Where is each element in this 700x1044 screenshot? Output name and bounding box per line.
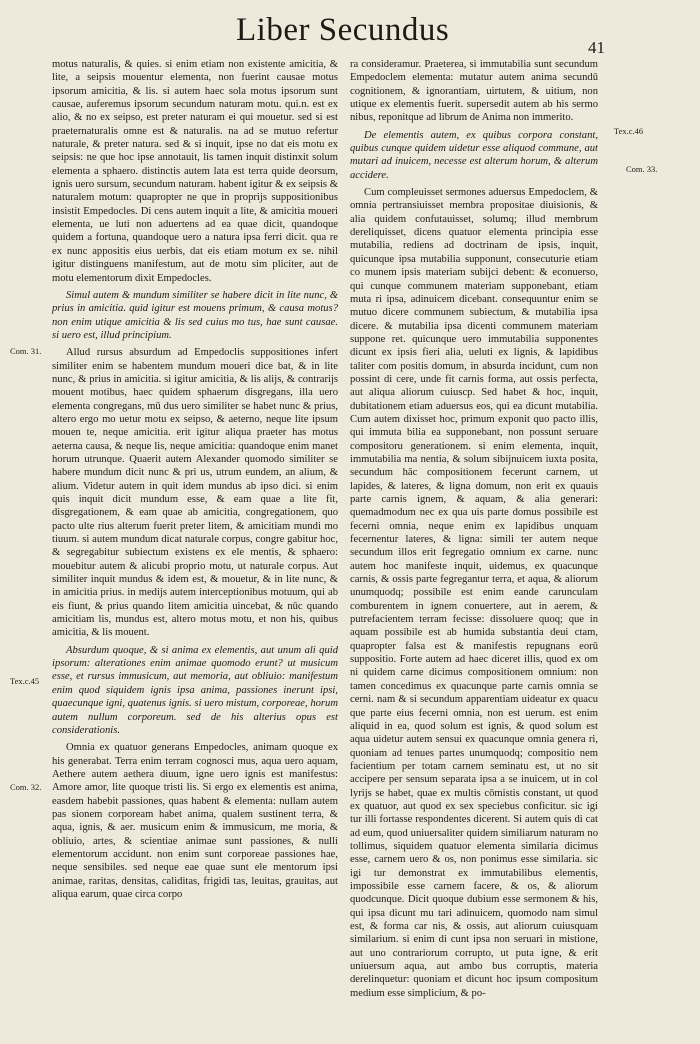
aristotle-text-paragraph: Simul autem & mundum similiter se habere dicit in lite nunc, & prius in amicitia. quid igitur est mouens primum, & causa motus? non enim utique amicitia & lis sed cuius mo tus, hae sunt causae. si uero est, illud principium. [52,289,338,341]
aristotle-text-paragraph: Absurdum quoque, & si anima ex elementis, aut unum ali quid ipsorum: alterationes enim animae quomodo erunt? ut musicum esse, et rursus immusicum, aut memoria, aut obliuio: manifestum enim quod siquidem ignis ipsa anima, passiones inerunt ipsi, quaecunque igni, quatenus ignis. si uero mistum, corporeae, horum autem nullum corporeum. sed de his alterius opus est considerationis. [52,644,338,736]
left-text-column [52,58,338,901]
margin-note: Com. 32. [10,782,42,792]
margin-note: Com. 31. [10,346,42,356]
aristotle-text-paragraph: De elementis autem, ex quibus corpora constant, quibus cunque quidem uidetur esse aliquod commune, aut mutari ad inuicem, necesse est alterum horum, & alterum accidere. [350,129,598,181]
paragraph: Cum compleuisset sermones aduersus Empedoclem, & omnia pertransiuisset membra propositae diuisionis, & alia quidem confutauisset, solumq; illud membrum dereliquisset, dicens quatuor elementa principia esse mutabilia, rediens ad doctrinam de ipsis, inquit, quicunque ipsa mutabilia supponunt, consecuturie etiam co munem ipsis materiam subijci debent: & econuerso, qui cunque communem materiam supponebant, etiam muta ri ipsa, adinuicem dicebant. consequuntur enim se mutuo dicere communem subiectum, & mutabilia ipsa dicere. & mutabilia ipsa dicenti communem materiam suppone ret. quicunque uero immutabilia supponentes dicunt ex ipsis fieri alia, ueluti ex lignis, & lapidibus taliter com positis domum, in absurda incidunt, cum non possint di cere, unde fit carnis forma, aut ossis perfecta, aut aliqua aliorum cuiuscp. Sed habet & hoc, inquit, dubitationem etiam aduersus eos, qui ea dicunt mutabilia. Cum autem dixisset hoc, primum exponit quo pacto illis, qui immuta bilia ea supponebant, non possunt seruare compositoru generationem. si enim elementa, inquit, immutabilia ma nentia, & solum sibijnuicem iuxta posita, secundum hāc compositionem fecerunt carnem, ut lapides, & lateres, & ligna domum, non erit ex quauis parte carnis ignem, & aquam, & alia generari: quemadmodum nec ex qua uis parte domus possibile est fecerni omnia, neque enim ex lapidibus unquam fecernentur lateres, & ligna: simili ter autem neque secundum illos erit fegregatio omnium ex carne. nunc autem hoc manifeste inquit, uidemus, ex quacunque carnis, & ossis parte fegregantur terra, et aqua, & aliorum unumquodq; possibile est enim eande carunculam comburentem in ignem conuertere, aut in aerem, & putrefacientem terram fecisse: dissoluere quoq; que in aquam possibile est ab humida substantia deui ctam, quapropter falsa est & manifestis repugnans eorū suppositio. Forte autem ad haec diceret illis, quod ex om ni quidem carne dicimus compositionem omnium: non tamen concedimus ex quacunque parte carnis omnia se cerni. nam & si secundum apparentiam uideatur ex quacu que parte eius fecerni omnia, non est uerum. est enim aliquid in ea, quod solum est ignis, & quod solum est aqua uidetur autem sensui ex quacunque omnia genera ri, quoniam ad tenues partes unumquodq; compositio nem facientium per totam carnem seminatu est, ut no sit accipere per sensum separata ipsa a se inuicem, ut in col lyrijs se habet, quae ex multis cōmistis constant, ut quod ex quatuor, aut quod ex sex speciebus conficitur. sic igi tur illi fortasse respondentes dicerent. Si autem quis di cat ad eum, quod uniuersaliter quidem similiarum naturam no tollimus, siquidem quatuor elementa similaria dicimus esse, carnem uero & os, non ponimus esse similaria. sic igi tur demonstrat ex immutabilibus elementis, impossibile esse carnem facere, & os, & aliorum quodcunque. Dicit quoque dubium esse sermonem & his, qui ipsa dicunt mu tari adinuicem, quomodo nam simul est, & forma car nis, & ossis, aut aliorum cuiusquam similarium. si enim di cunt ipsa non seruari in mistione, aut uno contrariorum corrupto, ut puta igne, & erit uniuersum aqua, aut ambo bus corruptis, materia derelinquetur: quoniam et dicunt hoc ipsum compositum medium esse simplicium, & po- [350,187,598,999]
margin-note: Com. 33. [626,164,658,174]
paragraph: Omnia ex quatuor generans Empedocles, animam quoque ex his generabat. Terra enim terram cognosci mus, aqua uero aquam, Aethere autem aethera diuum, igne uero ignis est manifestus: Amore amor, lite quoque tristi lis. Si ergo ex elementis est anima, easdem habebit passiones, quas habent & elementa: nullam autem pas sionem corpoream habet anima, qualem sustinent terra, & aqua, ignis, & aer. musicum enim & immusicum, me moria, & obliuio, artes, & scientiae animae sunt passiones, & nulli elementorum accidunt. non enim sunt corporeae passiones hae, neque sensibiles. sed neque eae quae sunt ele mentorum ipsi animae, raritas, densitas, caliditas, frigidi tas, leuitas, grauitas, aut aliqua earum, quae circa corpo [52,742,338,900]
margin-note: Tex.c.46 [614,126,644,136]
paragraph: motus naturalis, & quies. si enim etiam non existente amicitia, & lite, a seipsis mouentur elementa, non fuerint causae motus ipsorum amicitia, & lis. si autem haec sola motus ipsorum sunt causae, auferemus ipsorum secundum naturam motu. qui.n. est ex alio, & no ex seipso, est preter naturam ei qui mouetur. sed si est praeternaturalis omne est & naturalis. na ad se mutuo refertur naturale, & preter natura. sed & si inquit, ipse no dat eis motu ex seipsis: ne que hoc ipse annotauit, lis tamen inquit distinxit solum elementa a sphaero. distinctis autem lata est terra quide deorsum, ignis uero sursum, secundum naturam. habent igitur & ex seipsis & naturalem motum: quapropter ne que in proprijs suppositionibus insistit Empedocles. Di cens autem inquit a lite, & amicitia moueri elementa, ue luti non aduertens ad ea quae dicit, quandoque quidem a fortuna, quandoque uero a natura ipsa ferri dicit. qua re ex nunc appositis eius uerbis, dat eis etiam motum ex se. nihil igitur distinguens manifestum, aut de motu sim pliciter, aut de motu elementorum dixit Empedocles. [52,59,338,284]
right-text-column [350,58,598,1000]
paragraph: Allud rursus absurdum ad Empedoclis suppositiones infert similiter enim se habentem mundum moueri dice bat, & in lite nunc, & prius in amicitia. si igitur amicitia, & lis alijs, & contrarijs mouent motibus, haec quidem sphaerum disgregans, illa uero elementa congregans, mū dus uero similiter se habet nunc & prius, altero ergo mo uetur motu ex seipso, & aeterno, neque lite ipsum mouen te, neque amicitia. erit igitur aliqua praeter has motus aeterna causa, & neque lis, neque amicitia: quandoque enim manet horum utrunque. Quaerit autem Alexander quomodo similiter se habere mundum dicit nunc & pri us, utrum eundem, an alium, & alium. Videtur autem in quit idem mundus ab ipso dici. si enim quis inquit dicit mundum esse, & eam quae a lite fit, disgregationem, & eam quae ab amicitia, congregationem, quo pacto ulte rius alterum fuerit preter litem, & amicitiam mundi mo tiuum. si autem mundum dicat naturale corpus, congre gabitur hoc, & segregabitur subiectum existens ex ele mentis, & sphaero: mouebitur autem & alicubi proprio motu, ut naturale corpus. Aut similiter inquit mundus & idem est, & mouetur, & in lite nunc, & in amicitia prius. in medijs autem interceptionibus motuum, qui ab eis fiunt, & prius quando litem amicitia uincebat, & nūc quando amicitiam lis, mundus est, altero motus motu, et non his, quibus amicitia, & lis mouent. [52,347,338,639]
margin-note: Tex.c.45 [10,676,40,686]
paragraph: ra consideramur. Praeterea, si immutabilia sunt secundum Empedoclem elementa: mutatur autem anima secundū cognitionem, & ignorantiam, uirtutem, & uitium, non utique ex elementis fuerit. supersedit autem ab his sermo nibus, reponitque ad librum de Anima non immerito. [350,59,598,124]
page-number: 41 [588,38,605,57]
running-header-title: Liber Secundus [236,12,450,48]
